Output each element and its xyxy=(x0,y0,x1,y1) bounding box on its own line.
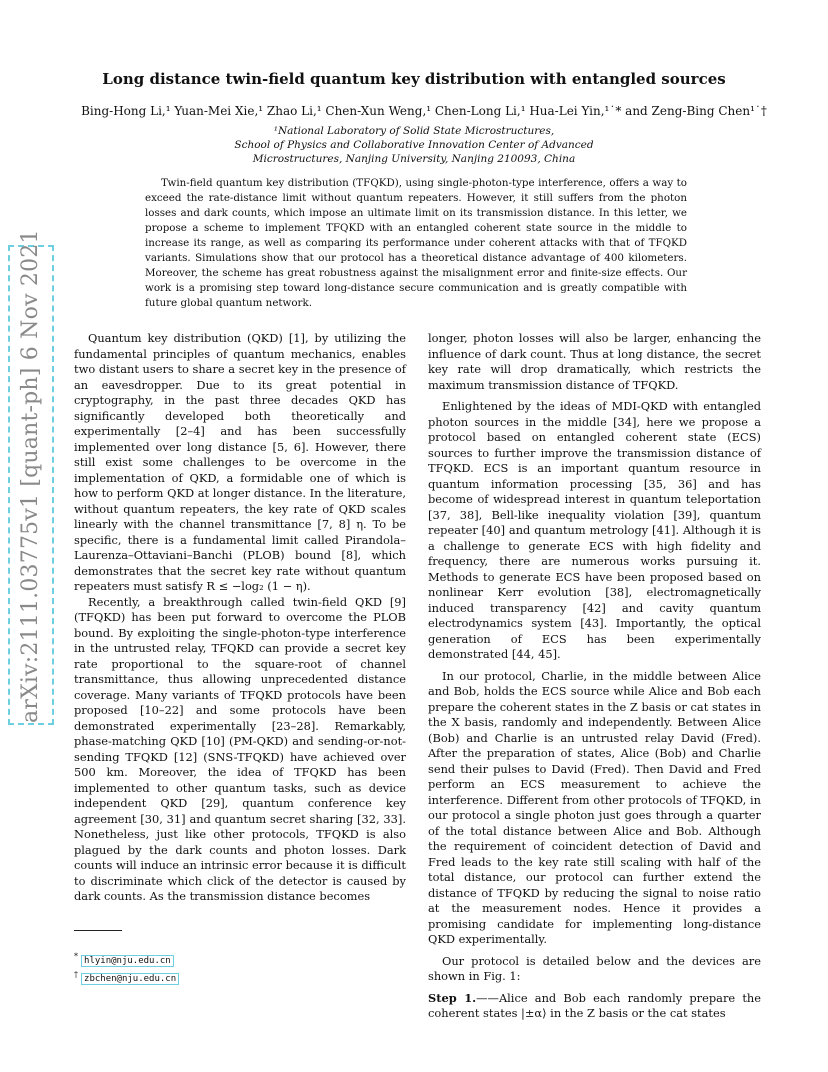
left-column xyxy=(74,331,406,905)
arxiv-sidebar xyxy=(8,229,54,725)
step-1-label: Step 1. xyxy=(428,990,477,1005)
intro-paragraph-1: Quantum key distribution (QKD) [1], by utilizing the fundamental principles of quantum mechanics, enables two distant users to share a secret key in the presence of an eavesdropper. Due to its great potential in cryptography, in the past three decades QKD has significantly developed both theoretically and experimentally [2–4] and has been successfully implemented over long distance [5, 6]. However, there still exist some challenges to be overcome in the implementation of QKD, a formidable one of which is how to perform QKD at longer distance. In the literature, without quantum repeaters, the key rate of QKD scales linearly with the channel transmittance [7, 8] η. To be specific, there is a fundamental limit called Pirandola–Laurenza–Ottaviani–Banchi (PLOB) bound [8], which demonstrates that the secret key rate without quantum repeaters must satisfy R ≤ −log₂ (1 − η). xyxy=(74,331,406,593)
footnote-rule xyxy=(74,930,122,931)
affiliation-line-2: School of Physics and Collaborative Innovation Center of Advanced xyxy=(234,139,594,151)
footnote-mark-2: † xyxy=(74,970,78,980)
step-1-text: ——Alice and Bob each randomly prepare the coherent states |±α⟩ in the Z basis or the cat states xyxy=(428,990,762,1020)
abstract: Twin-field quantum key distribution (TFQKD), using single-photon-type interference, offers a way to exceed the rate-distance limit without quantum repeaters. However, it still suffers from the photon losses and dark counts, which impose an ultimate limit on its transmission distance. In this letter, we propose a scheme to implement TFQKD with an entangled coherent state source in the middle to increase its range, as well as comparing its performance under coherent attacks with that of TFQKD variants. Simulations show that our protocol has a theoretical distance advantage of 400 kilometers. Moreover, the scheme has great robustness against the misalignment error and finite-size effects. Our work is a promising step toward long-distance secure communication and is greatly compatible with future global quantum network. xyxy=(145,177,687,309)
affiliation xyxy=(60,124,768,166)
arxiv-identifier[interactable]: arXiv:2111.03775v1 [quant-ph] 6 Nov 2021 xyxy=(8,245,54,725)
right-paragraph-3: In our protocol, Charlie, in the middle between Alice and Bob, holds the ECS source while Alice and Bob each prepare the coherent states in the Z basis or cat states in the X basis, randomly and independently. Between Alice (Bob) and Charlie is an untrusted relay David (Fred). After the preparation of states, Alice (Bob) and Charlie send their pulses to David (Fred). Then David and Fred perform an ECS measurement to achieve the interference. Different from other protocols of TFQKD, in our protocol a single photon just goes through a quarter of the total distance between Alice and Bob. Although the requirement of coincident detection of David and Fred leads to the key rate still scaling with half of the total distance, our protocol can further extend the distance of TFQKD by reducing the signal to noise ratio at the measurement nodes. Hence it provides a promising candidate for implementing long-distance QKD experimentally. xyxy=(428,668,761,946)
intro-paragraph-2: Recently, a breakthrough called twin-field QKD [9] (TFQKD) has been put forward to overcome the PLOB bound. By exploiting the single-photon-type interference in the untrusted relay, TFQKD can provide a secret key rate proportional to the square-root of channel transmittance, thus allowing unprecedented distance coverage. Many variants of TFQKD protocols have been proposed [10–22] and some protocols have been demonstrated experimentally [23–28]. Remarkably, phase-matching QKD [10] (PM-QKD) and sending-or-not-sending TFQKD [12] (SNS-TFQKD) have achieved over 500 km. Moreover, the idea of TFQKD has been implemented to other quantum tasks, such as device independent QKD [29], quantum conference key agreement [30, 31] and quantum secret sharing [32, 33]. Nonetheless, just like other protocols, TFQKD is also plagued by the dark counts and photon losses. Dark counts will induce an intrinsic error because it is difficult to discriminate which click of the detector is caused by dark counts. As the transmission distance becomes xyxy=(74,594,406,903)
paper-title: Long distance twin-field quantum key distribution with entangled sources xyxy=(102,70,726,88)
affiliation-line-3: Microstructures, Nanjing University, Nanjing 210093, China xyxy=(252,153,576,165)
right-paragraph-4: Our protocol is detailed below and the devices are shown in Fig. 1: xyxy=(428,953,761,983)
step-1 xyxy=(428,991,761,1022)
right-paragraph-1: longer, photon losses will also be larger, enhancing the influence of dark count. Thus at long distance, the secret key rate will drop dramatically, which restricts the maximum transmission distance of TFQKD. xyxy=(428,331,761,392)
footnote-mark-1: * xyxy=(74,952,78,961)
affiliation-line-1: ¹National Laboratory of Solid State Microstructures, xyxy=(273,125,555,137)
email-link-2[interactable]: zbchen@nju.edu.cn xyxy=(81,973,179,985)
email-link-1[interactable]: hlyin@nju.edu.cn xyxy=(81,955,174,967)
right-column xyxy=(428,331,761,1022)
right-paragraph-2: Enlightened by the ideas of MDI-QKD with entangled photon sources in the middle [34], here we propose a protocol based on entangled coherent state (ECS) sources to further improve the transmission distance of TFQKD. ECS is an important quantum resource in quantum information processing [35, 36] and has become of widespread interest in quantum teleportation [37, 38], Bell-like inequality violation [39], quantum repeater [40] and quantum metrology [41]. Although it is a challenge to generate ECS with high fidelity and frequency, there are numerous works pursuing it. Methods to generate ECS have been proposed based on nonlinear Kerr evolution [38], electromagnetically induced transparency [42] and cavity quantum electrodynamics system [43]. Importantly, the optical generation of ECS has been experimentally demonstrated [44, 45]. xyxy=(428,399,761,661)
footnotes xyxy=(74,950,179,986)
author-list: Bing-Hong Li,¹ Yuan-Mei Xie,¹ Zhao Li,¹ Chen-Xun Weng,¹ Chen-Long Li,¹ Hua-Lei Yin,¹˙* and Zeng-Bing Chen¹˙† xyxy=(81,104,767,118)
